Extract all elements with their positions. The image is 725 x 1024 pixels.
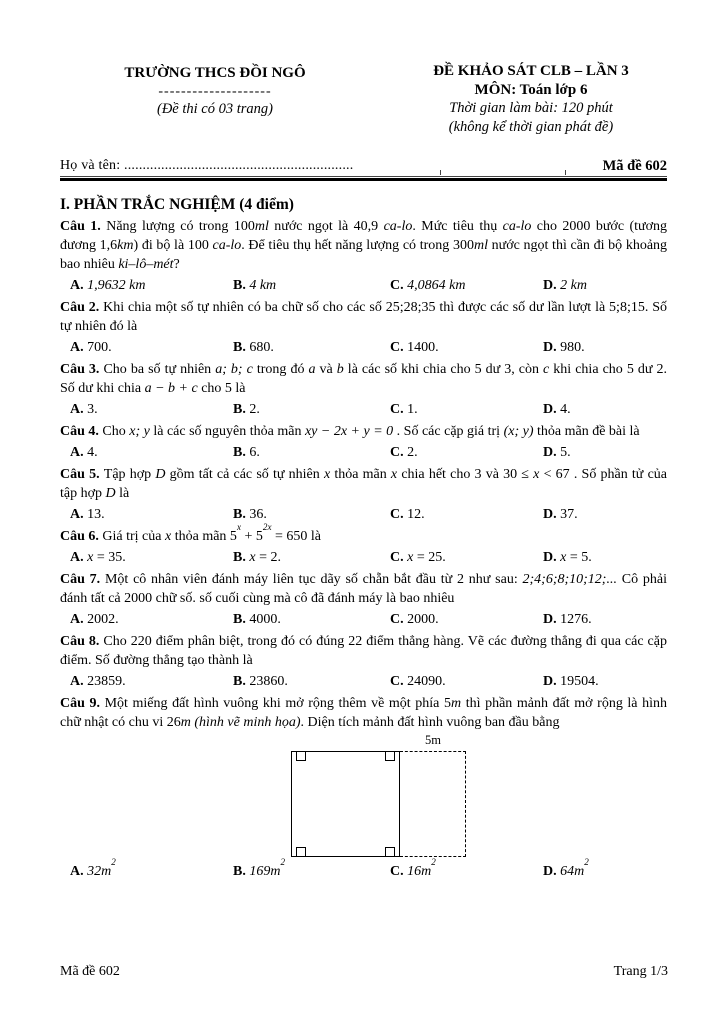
text-run: x: [323, 467, 331, 482]
question-3-option-A: [70, 400, 233, 419]
text-run: 2x: [262, 522, 272, 533]
text-run: Cho ba số tự nhiên: [103, 362, 216, 377]
school-name: TRƯỜNG THCS ĐỒI NGÔ: [124, 65, 306, 81]
text-run: 32: [87, 864, 102, 879]
option-letter: A.: [70, 445, 88, 460]
text-run: gồm tất cả các số tự nhiên: [165, 467, 324, 482]
right-angle-mark: [296, 847, 306, 857]
option-letter: C.: [390, 278, 408, 293]
header-school-block: [60, 62, 370, 137]
option-letter: A.: [70, 278, 88, 293]
question-2-option-C: [390, 338, 543, 357]
question-4-label: Câu 4.: [60, 424, 103, 439]
question-1-text: [60, 217, 667, 274]
question-8-options: [60, 672, 667, 691]
text-run: 680.: [249, 340, 274, 355]
question-6-option-C: [390, 548, 543, 567]
text-run: là các số nguyên thỏa mãn: [149, 424, 305, 439]
text-run: ca-lo: [383, 219, 413, 234]
question-9-options: [60, 857, 667, 881]
question-9-figure: [60, 734, 667, 860]
text-run: nước ngọt thì cần đi bộ khoảng bao nhiêu: [60, 238, 668, 272]
text-run: x: [165, 529, 172, 544]
question-9-option-D: [543, 857, 667, 881]
text-run: 4.: [560, 402, 571, 417]
question-3-option-B: [233, 400, 390, 419]
question-5-text: [60, 465, 667, 503]
question-6-option-D: [543, 548, 667, 567]
option-letter: D.: [543, 278, 561, 293]
text-run: x: [407, 550, 414, 565]
option-letter: B.: [233, 674, 250, 689]
question-3-option-C: [390, 400, 543, 419]
option-letter: D.: [543, 612, 561, 627]
option-letter: B.: [233, 445, 250, 460]
text-run: Tập hợp: [103, 467, 156, 482]
option-letter: A.: [70, 402, 88, 417]
question-1-option-B: [233, 276, 390, 295]
option-letter: D.: [543, 674, 561, 689]
option-letter: A.: [70, 340, 88, 355]
text-run: m: [450, 696, 462, 711]
text-run: 2;4;6;8;10;12;...: [522, 572, 617, 587]
text-run: 5.: [560, 445, 571, 460]
option-letter: B.: [233, 507, 250, 522]
question-6-options: [60, 548, 667, 567]
text-run: x: [560, 550, 567, 565]
question-5-option-D: [543, 505, 667, 524]
question-1-label: Câu 1.: [60, 219, 107, 234]
text-run: khi chia cho 5 dư 2. Số dư khi chia: [60, 362, 667, 396]
question-9-text: [60, 694, 667, 732]
text-run: 24090.: [407, 674, 446, 689]
text-run: 6.: [249, 445, 260, 460]
text-run: = 35.: [93, 550, 126, 565]
footer-page-number: Trang 1/3: [613, 964, 668, 979]
option-letter: B.: [233, 278, 250, 293]
text-run: ?: [173, 257, 180, 272]
rule-tick: [565, 170, 566, 175]
text-run: cho 2000 bước (tương đương 1,6: [60, 219, 667, 253]
text-run: xy − 2x + y = 0: [304, 424, 394, 439]
figure-width-label: 5m: [425, 733, 441, 747]
text-run: 2 km: [560, 278, 587, 293]
text-run: 1,9632 km: [87, 278, 146, 293]
right-angle-mark: [385, 751, 395, 761]
text-run: x; y: [129, 424, 150, 439]
text-run: m: [421, 864, 432, 879]
option-letter: B.: [233, 340, 250, 355]
text-run: Cho: [102, 424, 130, 439]
text-run: 16: [407, 864, 422, 879]
text-run: . Mức tiêu thụ: [412, 219, 503, 234]
text-run: ml: [254, 219, 269, 234]
question-6-option-A: [70, 548, 233, 567]
option-letter: C.: [390, 340, 408, 355]
option-letter: D.: [543, 864, 561, 879]
option-letter: D.: [543, 445, 561, 460]
text-run: 4 km: [249, 278, 277, 293]
page-footer: [60, 964, 668, 980]
header-divider: --------------------: [158, 84, 272, 99]
text-run: x: [87, 550, 94, 565]
text-run: thỏa mãn: [330, 467, 391, 482]
text-run: 1.: [407, 402, 418, 417]
option-letter: A.: [70, 550, 88, 565]
text-run: 12.: [407, 507, 425, 522]
text-run: Giá trị của: [102, 529, 165, 544]
text-run: a − b + c: [144, 381, 198, 396]
option-letter: C.: [390, 402, 408, 417]
section-title: I. PHẦN TRẮC NGHIỆM (4 điểm): [60, 196, 294, 213]
text-run: 36.: [249, 507, 267, 522]
option-letter: D.: [543, 402, 561, 417]
option-letter: D.: [543, 340, 561, 355]
text-run: x: [249, 550, 256, 565]
question-3-option-D: [543, 400, 667, 419]
exam-subject: MÔN: Toán lớp 6: [474, 82, 588, 98]
question-8-text: [60, 632, 667, 670]
text-run: x: [533, 467, 540, 482]
text-run: 3.: [87, 402, 98, 417]
exam-header: [60, 62, 667, 137]
text-run: m: [180, 715, 191, 730]
text-run: Năng lượng có trong 100: [106, 219, 255, 234]
question-7-option-B: [233, 610, 390, 629]
text-run: thỏa mãn đề bài là: [533, 424, 640, 439]
question-9-option-A: [70, 857, 233, 881]
text-run: < 67: [539, 467, 570, 482]
text-run: = 2.: [255, 550, 281, 565]
text-run: D: [105, 486, 116, 501]
student-name-label: Họ và tên: ..............................................................: [60, 158, 354, 173]
text-run: a; b; c: [215, 362, 253, 377]
question-6-label: Câu 6.: [60, 529, 103, 544]
question-5-options: [60, 505, 667, 524]
text-run: . Số phần tử của tập hợp: [60, 467, 668, 501]
option-letter: B.: [233, 864, 250, 879]
question-8-label: Câu 8.: [60, 634, 104, 649]
question-5-label: Câu 5.: [60, 467, 104, 482]
text-run: ca-lo: [212, 238, 242, 253]
question-2-option-B: [233, 338, 390, 357]
text-run: 2: [431, 857, 436, 868]
right-angle-mark: [385, 847, 395, 857]
text-run: D: [155, 467, 166, 482]
text-run: là: [115, 486, 130, 501]
text-run: + 5: [240, 529, 263, 544]
question-2-option-A: [70, 338, 233, 357]
text-run: 19504.: [560, 674, 599, 689]
text-run: ) đi bộ là 100: [133, 238, 213, 253]
exam-code-badge: Mã đề 602: [602, 158, 667, 174]
question-4-text: [60, 422, 667, 441]
text-run: 1400.: [407, 340, 439, 355]
text-run: là các số khi chia cho 5 dư 3, còn: [343, 362, 544, 377]
text-run: và: [315, 362, 337, 377]
text-run: 13.: [87, 507, 105, 522]
text-run: . Để tiêu thụ hết năng lượng có trong 300: [241, 238, 474, 253]
option-letter: A.: [70, 864, 88, 879]
question-7-option-D: [543, 610, 667, 629]
text-run: 700.: [87, 340, 112, 355]
text-run: Cho 220 điểm phân biệt, trong đó có đúng 22 điểm thẳng hàng. Vẽ các đường thẳng đi qua các cặp điểm. Số đường thẳng tạo thành là: [60, 634, 667, 668]
exam-title: ĐỀ KHẢO SÁT CLB – LẦN 3: [433, 63, 629, 79]
text-run: ml: [473, 238, 488, 253]
question-3-text: [60, 360, 667, 398]
question-8-option-A: [70, 672, 233, 691]
question-7-options: [60, 610, 667, 629]
text-run: 2002.: [87, 612, 119, 627]
option-letter: C.: [390, 674, 408, 689]
text-run: thì phần mảnh đất mở rộng là hình chữ nhật có chu vi 26: [60, 696, 668, 730]
question-7-text: [60, 570, 667, 608]
option-letter: C.: [390, 550, 408, 565]
option-letter: B.: [233, 550, 250, 565]
question-4-option-C: [390, 443, 543, 462]
exam-duration-note: (không kể thời gian phát đề): [448, 119, 614, 135]
option-letter: C.: [390, 445, 408, 460]
questions-list: [60, 217, 667, 881]
text-run: 2000.: [407, 612, 439, 627]
option-letter: B.: [233, 612, 250, 627]
option-letter: D.: [543, 507, 561, 522]
text-run: m: [101, 864, 112, 879]
text-run: b: [336, 362, 344, 377]
question-9-option-C: [390, 857, 543, 881]
option-letter: A.: [70, 507, 88, 522]
question-7-option-A: [70, 610, 233, 629]
text-run: = 5.: [566, 550, 592, 565]
text-run: 4000.: [249, 612, 281, 627]
question-1-option-C: [390, 276, 543, 295]
text-run: . Diện tích mảnh đất hình vuông ban đầu bằng: [300, 715, 560, 730]
question-1-options: [60, 276, 667, 295]
pages-note: (Đề thi có 03 trang): [157, 101, 273, 117]
text-run: 64: [560, 864, 575, 879]
question-5-option-A: [70, 505, 233, 524]
option-letter: C.: [390, 507, 408, 522]
text-run: a: [308, 362, 316, 377]
text-run: cho 5 là: [197, 381, 246, 396]
text-run: (x; y): [503, 424, 534, 439]
option-letter: C.: [390, 864, 408, 879]
page-content: [60, 62, 667, 884]
text-run: km: [117, 238, 134, 253]
text-run: thỏa mãn 5: [171, 529, 237, 544]
text-run: 2: [280, 857, 286, 868]
text-run: 980.: [560, 340, 585, 355]
text-run: x: [236, 522, 241, 533]
text-run: nước ngọt là 40,9: [268, 219, 384, 234]
text-run: chia hết cho 3 và 30 ≤: [397, 467, 534, 482]
text-run: trong đó: [252, 362, 309, 377]
question-6-text: [60, 522, 667, 546]
text-run: Một cô nhân viên đánh máy liên tục dãy số chẵn bắt đầu từ 2 như sau:: [104, 572, 523, 587]
text-run: x: [390, 467, 398, 482]
question-2-text: [60, 298, 667, 336]
square-land-shape: [291, 751, 400, 857]
question-4-option-D: [543, 443, 667, 462]
text-run: Một miếng đất hình vuông khi mở rộng thêm về một phía 5: [104, 696, 451, 711]
text-run: c: [543, 362, 550, 377]
text-run: = 650 là: [271, 529, 321, 544]
option-letter: B.: [233, 402, 250, 417]
text-run: 2.: [249, 402, 260, 417]
text-run: m: [574, 864, 585, 879]
option-letter: D.: [543, 550, 561, 565]
student-name-row: [60, 158, 667, 175]
text-run: 23859.: [87, 674, 126, 689]
rule-tick: [440, 170, 441, 175]
text-run: 1276.: [560, 612, 592, 627]
question-2-options: [60, 338, 667, 357]
question-4-option-A: [70, 443, 233, 462]
question-9-label: Câu 9.: [60, 696, 105, 711]
text-run: 4,0864 km: [407, 278, 466, 293]
question-3-label: Câu 3.: [60, 362, 104, 377]
text-run: Cô phải đánh tất cả 2000 chữ số. số cuối cùng mà cô đã đánh máy là bao nhiêu: [60, 572, 667, 606]
option-letter: A.: [70, 674, 88, 689]
exam-duration: Thời gian làm bài: 120 phút: [449, 100, 613, 116]
option-letter: A.: [70, 612, 88, 627]
text-run: ca-lo: [502, 219, 532, 234]
question-2-option-D: [543, 338, 667, 357]
question-1-option-D: [543, 276, 667, 295]
text-run: 4.: [87, 445, 98, 460]
footer-exam-code: Mã đề 602: [60, 964, 120, 979]
header-rule: [60, 176, 667, 181]
question-8-option-B: [233, 672, 390, 691]
text-run: . Số các cặp giá trị: [393, 424, 504, 439]
text-run: = 25.: [413, 550, 446, 565]
question-7-option-C: [390, 610, 543, 629]
question-3-options: [60, 400, 667, 419]
text-run: (hình vẽ minh họa): [194, 715, 301, 730]
question-4-option-B: [233, 443, 390, 462]
question-2-label: Câu 2.: [60, 300, 104, 315]
question-6-option-B: [233, 548, 390, 567]
text-run: Khi chia một số tự nhiên có ba chữ số cho các số 25;28;35 thì được các số dư lần lượt là 5;8;15. Số tự nhiên đó là: [60, 300, 668, 334]
question-5-option-B: [233, 505, 390, 524]
text-run: 37.: [560, 507, 578, 522]
header-exam-block: [395, 62, 667, 137]
text-run: 2: [584, 857, 589, 868]
text-run: 2.: [407, 445, 418, 460]
question-8-option-D: [543, 672, 667, 691]
question-7-label: Câu 7.: [60, 572, 105, 587]
option-letter: C.: [390, 612, 408, 627]
text-run: 2: [111, 857, 116, 868]
extension-dashed-rect: [400, 751, 466, 857]
text-run: 169: [249, 864, 271, 879]
question-5-option-C: [390, 505, 543, 524]
text-run: m: [270, 864, 281, 879]
text-run: ki–lô–mét: [118, 257, 174, 272]
question-4-options: [60, 443, 667, 462]
question-9-option-B: [233, 857, 390, 881]
question-1-option-A: [70, 276, 233, 295]
text-run: 23860.: [249, 674, 288, 689]
right-angle-mark: [296, 751, 306, 761]
question-8-option-C: [390, 672, 543, 691]
